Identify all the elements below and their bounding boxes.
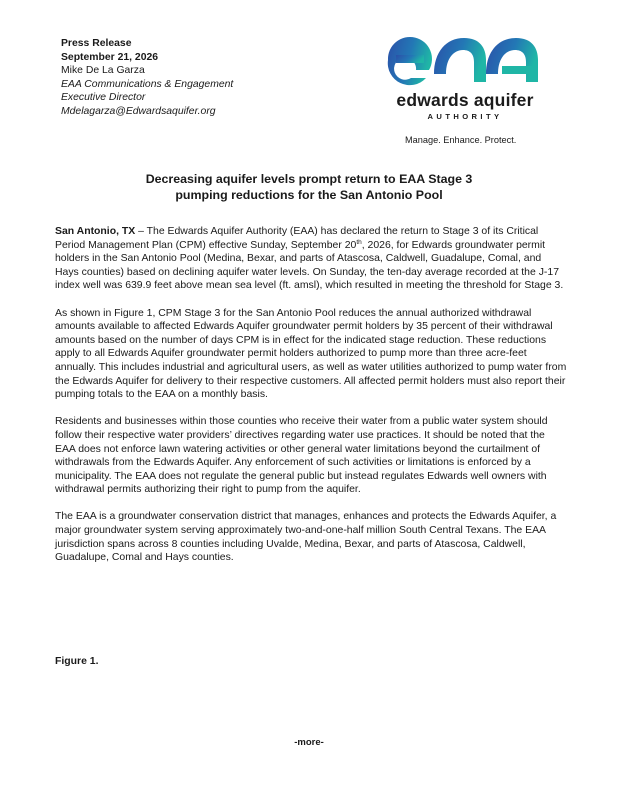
headline-line-1: Decreasing aquifer levels prompt return to EAA Stage 3	[145, 172, 473, 186]
figure-label: Figure 1.	[55, 656, 99, 667]
logo-authority: AUTHORITY	[427, 112, 503, 121]
paragraph-1-text-b: , 2026, for Edwards groundwater permit holders in the San Antonio Pool (Medina, Bexar, and parts of Atascosa, Caldwell, Guadalupe, Comal, and Hays counties) based on declining aquifer water levels. On Sunday, the ten-day average recorded at the J-17 index well was 639.9 feet above mean sea level (ft. amsl), which resulted in meeting the threshold for Stage 3.	[55, 239, 564, 292]
paragraph-4: The EAA is a groundwater conservation district that manages, enhances and protects the Edwards Aquifer, a major groundwater system serving approximately two-and-one-half million South Central Texans. The EAA jurisdiction spans across 8 counties including Uvalde, Medina, Bexar, and parts of Atascosa, Caldwell, Guadalupe, Comal and Hays counties.	[55, 511, 557, 564]
contact-name: Mike De La Garza	[61, 65, 145, 77]
ordinal-suffix: th	[356, 238, 362, 246]
press-release-label: Press Release	[61, 38, 132, 49]
article-body	[55, 225, 567, 578]
paragraph-1-text-a: – The Edwards Aquifer Authority (EAA) has declared the return to Stage 3 of its Critical Period Management Plan (CPM) effective Sunday, September 20	[55, 226, 539, 251]
contact-title: Executive Director	[61, 92, 146, 104]
paragraph-1	[55, 225, 567, 293]
contact-email: Mdelagarza@Edwardsaquifer.org	[61, 105, 216, 117]
release-date: September 21, 2026	[61, 51, 159, 63]
logo-tagline: Manage. Enhance. Protect.	[405, 135, 517, 145]
paragraph-2: As shown in Figure 1, CPM Stage 3 for the San Antonio Pool reduces the annual authorized withdrawal amounts available to affected Edwards Aquifer groundwater permit holders by 35 percent of their withdrawal amounts based on the number of days CPM is in effect for the indicated stage reduction. These reductions apply to all Edwards Aquifer groundwater permit holders authorized to pump more than three acre-feet annually. This includes industrial and agricultural users, as well as water utilities authorized to pump water from the Edwards Aquifer for delivery to their respective customers. All affected permit holders must also report their pumping totals to the EAA on a monthly basis.	[55, 307, 567, 401]
eaa-logo-mark	[382, 30, 542, 88]
contact-department: EAA Communications & Engagement	[61, 78, 234, 90]
logo-wordmark: edwards aquifer	[396, 90, 534, 110]
headline-line-2: pumping reductions for the San Antonio Pool	[175, 188, 443, 202]
eaa-logo	[382, 30, 542, 150]
press-release-header	[61, 37, 233, 119]
dateline-place: San Antonio, TX	[55, 226, 136, 237]
paragraph-3: Residents and businesses within those counties who receive their water from a public water system should follow their respective water providers’ directives regarding water use practices. It should be noted that the EAA does not enforce lawn watering activities or other general water limitations beyond the curtailment of withdrawals from the Edwards Aquifer. Any enforcement of such activities or limitations is enforced by a municipality. The EAA does not regulate the general public but instead regulates Edwards well owners with withdrawal permits authorizing their right to pump from the aquifer.	[55, 416, 548, 496]
headline	[60, 171, 558, 203]
more-indicator: -more-	[294, 737, 324, 748]
